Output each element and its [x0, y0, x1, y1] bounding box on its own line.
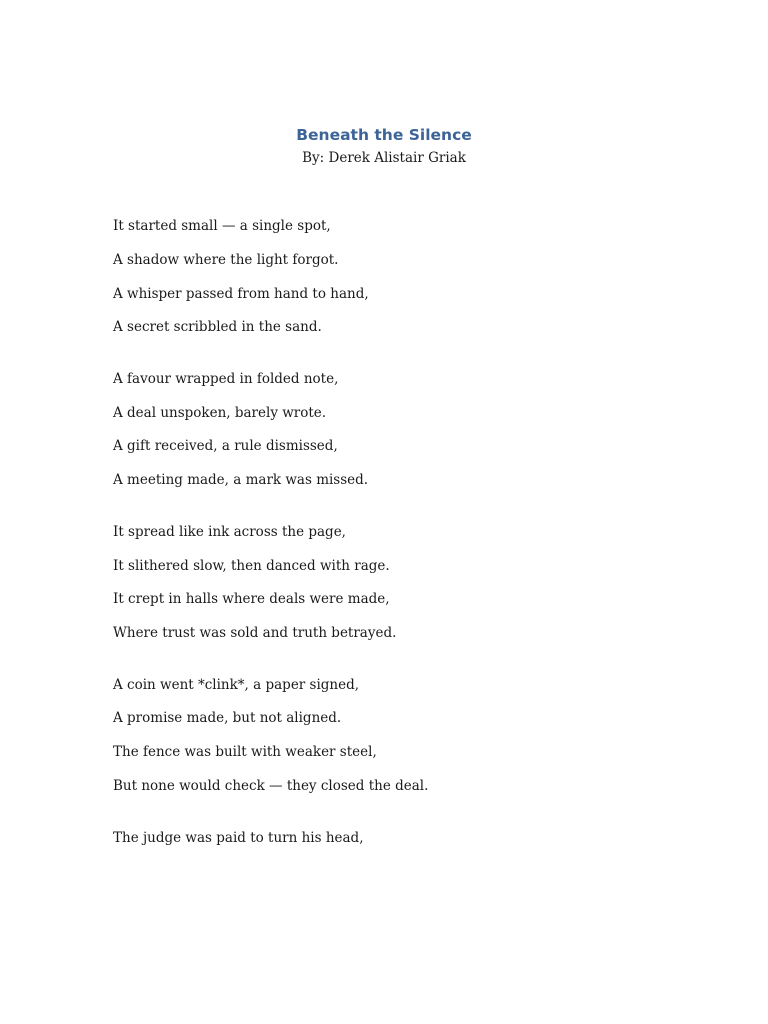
poem-line: The fence was built with weaker steel, [113, 744, 377, 761]
poem-byline: By: Derek Alistair Griak [302, 150, 466, 166]
poem-line: A shadow where the light forgot. [113, 251, 339, 268]
poem-body [113, 217, 673, 880]
stanza-5 [113, 829, 673, 847]
poem-line: But none would check — they closed the deal. [113, 778, 429, 795]
poem-title: Beneath the Silence [296, 126, 472, 144]
stanza-3 [113, 523, 673, 642]
poem-line: A whisper passed from hand to hand, [113, 285, 369, 302]
poem-line: A promise made, but not aligned. [113, 710, 342, 727]
poem-line: It crept in halls where deals were made, [113, 591, 390, 608]
poem-line: A meeting made, a mark was missed. [113, 472, 369, 489]
poem-line: It spread like ink across the page, [113, 523, 346, 540]
stanza-2 [113, 370, 673, 489]
poem-line: A gift received, a rule dismissed, [113, 438, 338, 455]
poem-line: Where trust was sold and truth betrayed. [113, 625, 397, 642]
poem-line: The judge was paid to turn his head, [113, 829, 364, 846]
poem-line: A favour wrapped in folded note, [113, 370, 339, 387]
stanza-1 [113, 217, 673, 336]
poem-line: A deal unspoken, barely wrote. [113, 404, 327, 421]
poem-line: A coin went *clink*, a paper signed, [113, 676, 360, 693]
poem-line: It slithered slow, then danced with rage. [113, 557, 390, 574]
poem-line: A secret scribbled in the sand. [113, 319, 322, 336]
stanza-4 [113, 676, 673, 795]
poem-line: It started small — a single spot, [113, 218, 331, 234]
